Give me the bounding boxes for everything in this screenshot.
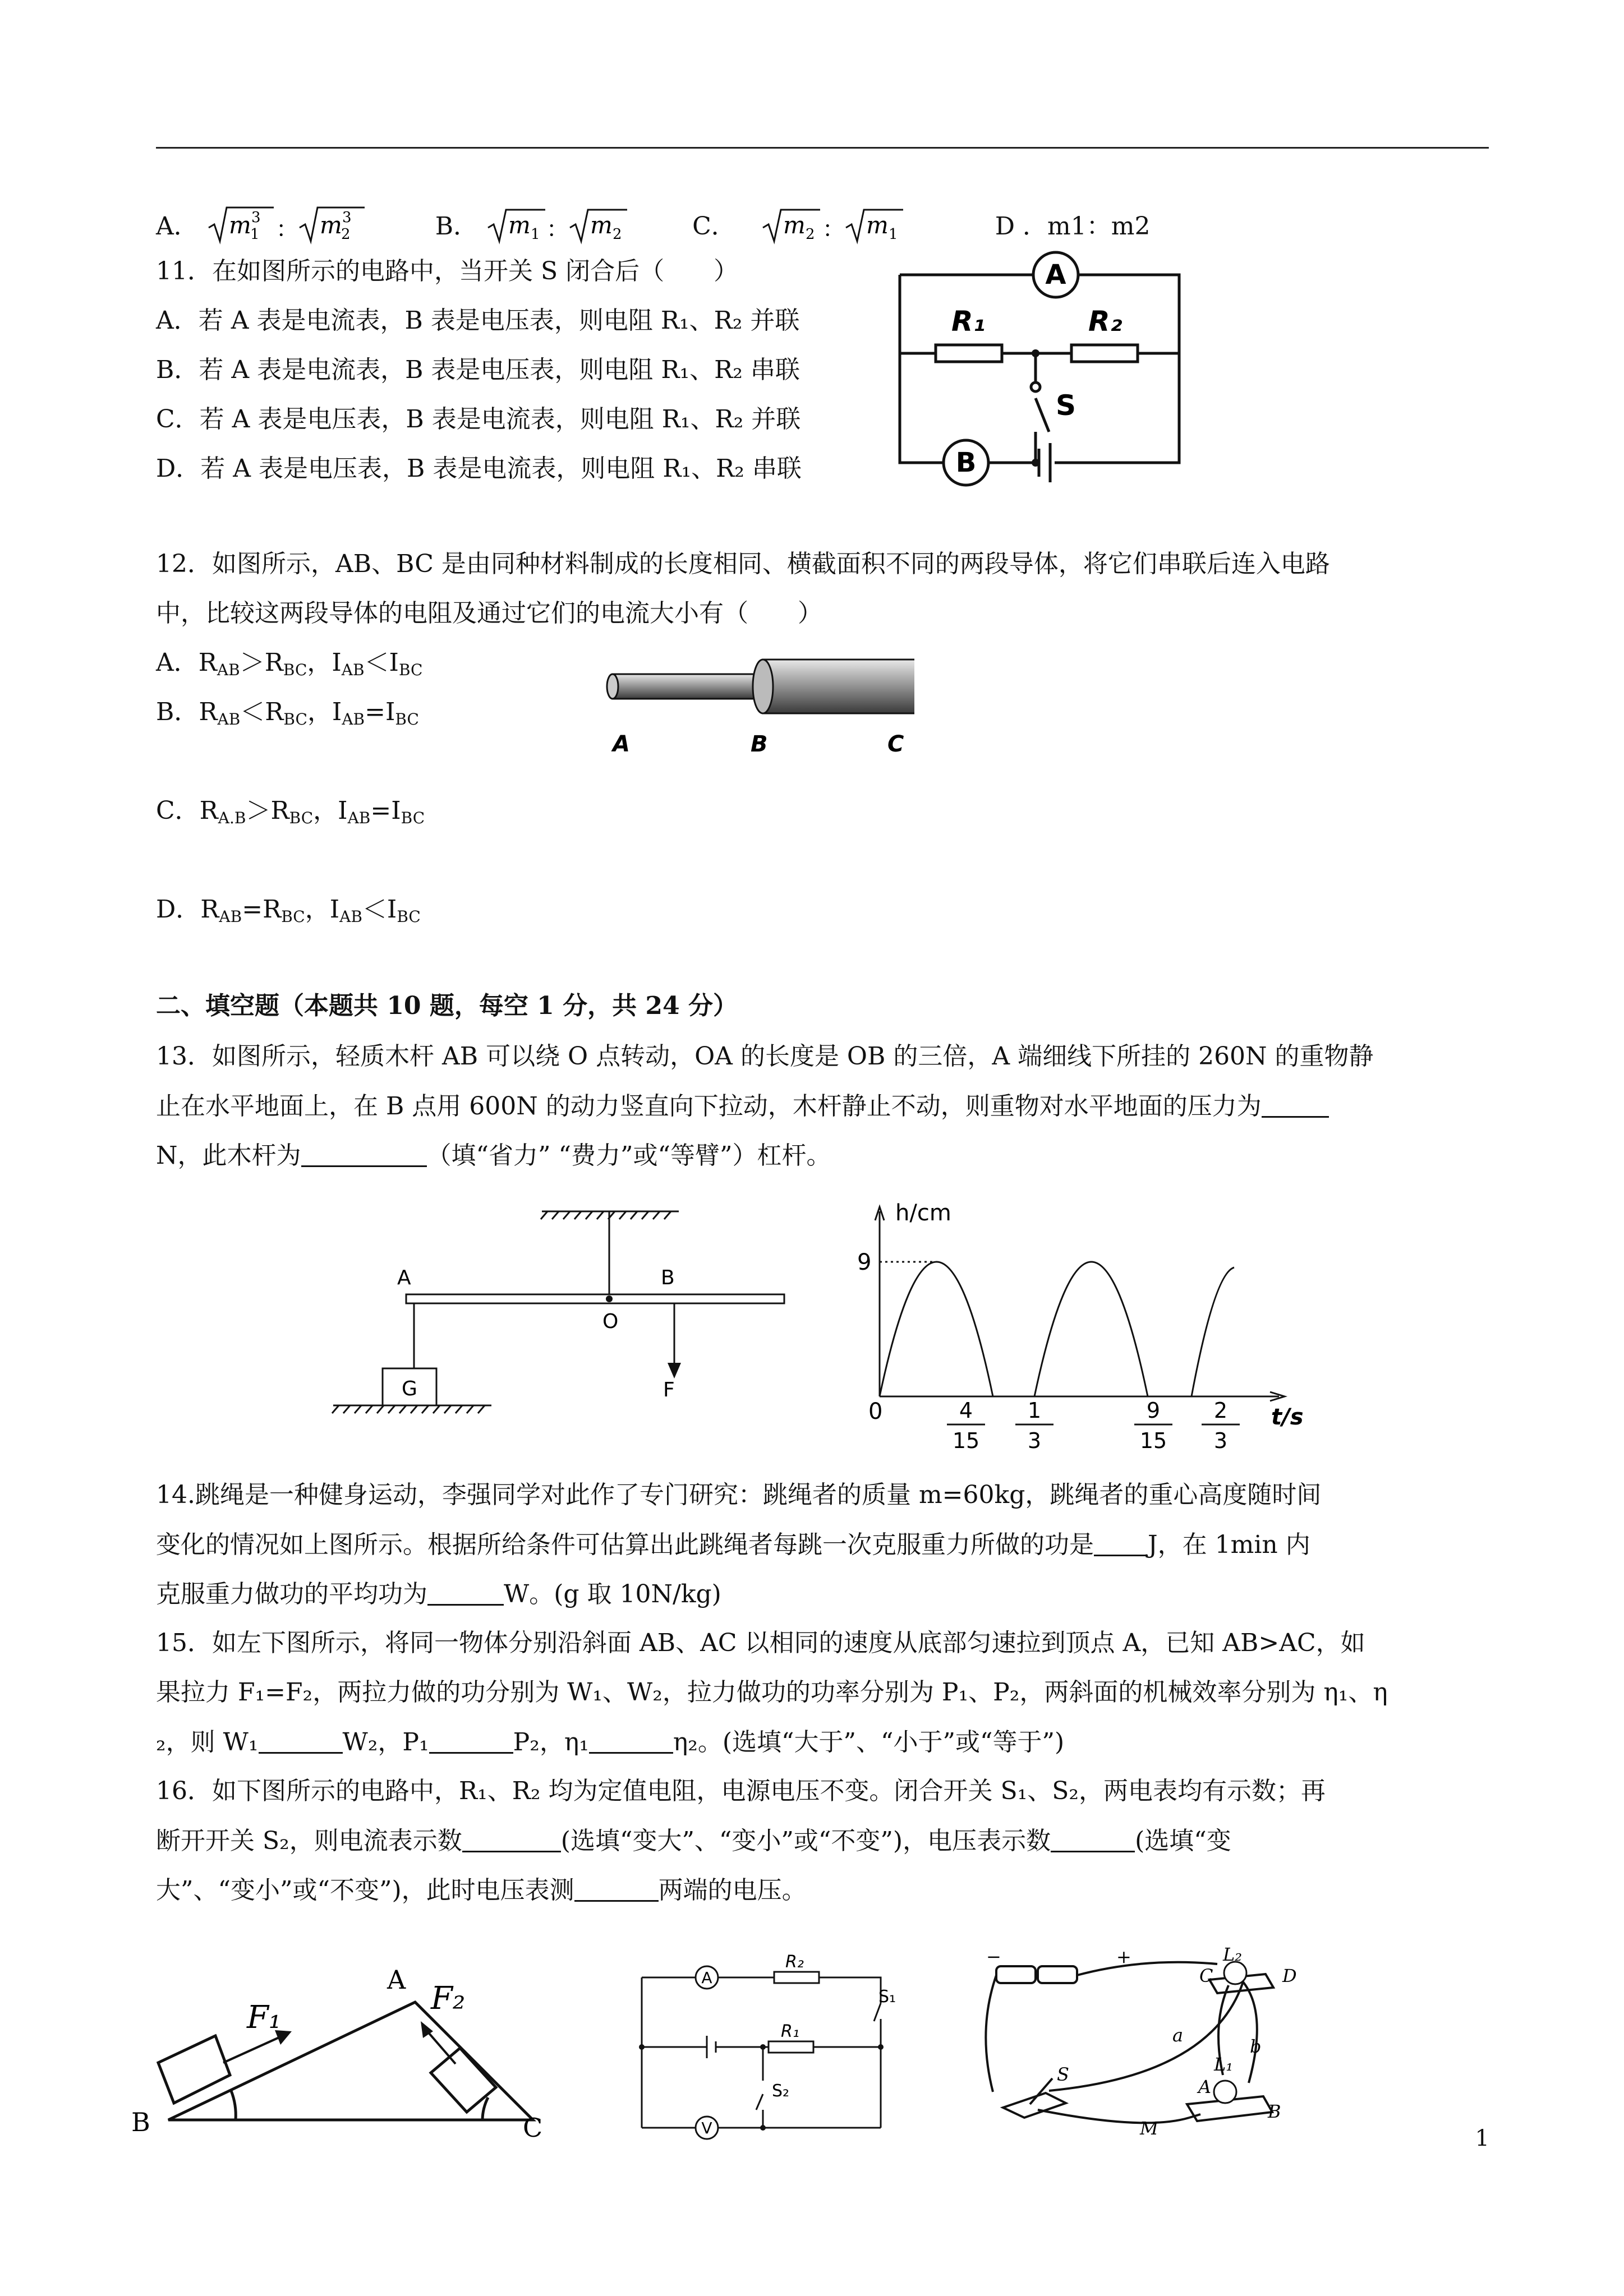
- q10-option-c-formula: [744, 202, 912, 247]
- battery-plus-label: +: [1116, 1946, 1131, 1967]
- svg-text:3: 3: [251, 209, 261, 226]
- q13-line2: [156, 1094, 1329, 1119]
- jump-height-graph: [853, 1195, 1324, 1453]
- tick-4-denominator: 3: [1213, 1428, 1228, 1453]
- ammeter-label: A: [701, 1968, 712, 1987]
- q15-line3-c: P₂，η₁: [513, 1728, 589, 1756]
- q11-option-b: B．若 A 表是电流表，B 表是电压表，则电阻 R₁、R₂ 串联: [156, 356, 800, 384]
- svg-text:1: 1: [250, 226, 260, 243]
- terminal-d-label: D: [1282, 1965, 1297, 1986]
- q15-line3-a: ₂，则 W₁: [156, 1728, 259, 1756]
- q14-line3: [156, 1582, 721, 1607]
- lever-label-f: F: [663, 1378, 675, 1401]
- point-m-label: M: [1140, 2118, 1158, 2139]
- q12-conductor-figure: [600, 651, 914, 763]
- switch-s2-label: S₂: [772, 2081, 790, 2101]
- terminal-a-label: A: [1198, 2076, 1212, 2097]
- q10-options: [156, 202, 1151, 247]
- svg-text:m: m: [228, 211, 251, 239]
- q15-blank-work[interactable]: [259, 1730, 343, 1754]
- q11-circuit-figure: [892, 247, 1195, 494]
- jump-curve-2: [1034, 1262, 1148, 1396]
- q13-line2-text: 止在水平地面上，在 B 点用 600N 的动力竖直向下拉动，木杆静止不动，则重物对水平地面的压力为: [156, 1092, 1262, 1121]
- q11-option-a: A．若 A 表是电流表，B 表是电压表，则电阻 R₁、R₂ 并联: [156, 306, 800, 335]
- q15-blank-efficiency[interactable]: [589, 1730, 673, 1754]
- q15-line3-d: η₂。(选填“大于”、“小于”或“等于”): [673, 1728, 1065, 1756]
- svg-text:m: m: [783, 211, 806, 239]
- tick-2-denominator: 3: [1027, 1428, 1042, 1453]
- q12-option-b: B．$R_{AB}<R_{BC}$，$I_{AB}=I_{BC}$: [156, 698, 419, 729]
- svg-text:2: 2: [805, 226, 815, 243]
- lever-label-a: A: [397, 1266, 411, 1289]
- q11-option-c: C．若 A 表是电压表，B 表是电流表，则电阻 R₁、R₂ 并联: [156, 405, 801, 434]
- q10-option-d: D ．m1：m2: [995, 212, 1151, 241]
- svg-text:：: ：: [546, 216, 569, 242]
- q12-option-d: D．$R_{AB}=R_{BC}$，$I_{AB}<I_{BC}$: [156, 895, 421, 926]
- section-2-heading: 二、填空题（本题共 10 题，每空 1 分，共 24 分）: [156, 992, 738, 1020]
- q16-blank-voltage[interactable]: [1051, 1828, 1135, 1852]
- q10-option-a-formula: [206, 202, 375, 247]
- lamp-l2-label: L₂: [1223, 1946, 1243, 1965]
- q15-blank-power[interactable]: [429, 1730, 513, 1754]
- q16-line2: [156, 1828, 1231, 1854]
- voltmeter-label: V: [701, 2119, 712, 2137]
- r2-label: R₂: [1088, 305, 1122, 338]
- q13-line1: 13．如图所示，轻质木杆 AB 可以绕 O 点转动，OA 的长度是 OB 的三倍，A 端细线下所挂的 260N 的重物静: [156, 1042, 1374, 1071]
- q14-blank-work[interactable]: [1094, 1532, 1148, 1556]
- tick-3-denominator: 15: [1139, 1428, 1167, 1453]
- meter-b-label: B: [955, 447, 977, 478]
- incline-label-a: A: [387, 1965, 406, 1995]
- q16-line3-a: 大”、“变小”或“不变”)，此时电压表测: [156, 1876, 574, 1905]
- force-f1-label: F₁: [247, 1999, 282, 2036]
- q12-option-c: C．$R_{A.B}>R_{BC}$，$I_{AB}=I_{BC}$: [156, 796, 425, 827]
- svg-text:1: 1: [531, 226, 540, 243]
- tick-4-numerator: 2: [1213, 1398, 1228, 1423]
- terminal-b-label: B: [1268, 2101, 1281, 2122]
- q13-blank-lever-type[interactable]: [301, 1143, 427, 1167]
- q15-line1: 15．如左下图所示，将同一物体分别沿斜面 AB、AC 以相同的速度从底部匀速拉到顶点 A，已知 AB>AC，如: [156, 1629, 1365, 1657]
- q12-option-a: A．$R_{AB}>R_{BC}$，$I_{AB}<I_{BC}$: [156, 648, 423, 679]
- q10-option-b-label: B．: [435, 212, 479, 241]
- svg-text:m: m: [590, 211, 613, 239]
- lamp-l1-label: L₁: [1214, 2054, 1234, 2075]
- r1-label: R₁: [951, 305, 986, 338]
- conductor-label-c: C: [887, 731, 904, 757]
- tick-1-denominator: 15: [952, 1428, 980, 1453]
- header-rule: [156, 147, 1489, 149]
- lamp-circuit-figure: [976, 1946, 1335, 2148]
- svg-text:2: 2: [613, 226, 622, 243]
- incline-label-b: B: [131, 2107, 150, 2137]
- q16-line1: 16．如下图所示的电路中，R₁、R₂ 均为定值电阻，电源电压不变。闭合开关 S₁、S₂，两电表均有示数；再: [156, 1777, 1326, 1805]
- q14-line2-b: J，在 1min 内: [1148, 1530, 1310, 1559]
- wire-b-label: b: [1250, 2036, 1262, 2057]
- q14-line1: 14.跳绳是一种健身运动，李强同学对此作了专门研究：跳绳者的质量 m=60kg，跳绳者的重心高度随时间: [156, 1481, 1322, 1509]
- jump-curve-3: [1191, 1267, 1234, 1396]
- q14-blank-power[interactable]: [427, 1582, 504, 1606]
- q11-stem: 11．在如图所示的电路中，当开关 S 闭合后（ ）: [156, 257, 739, 285]
- switch-s-label: S: [1057, 2064, 1069, 2085]
- q15-line3: [156, 1730, 1064, 1755]
- svg-text:m: m: [866, 211, 889, 239]
- q14-line2-a: 变化的情况如上图所示。根据所给条件可估算出此跳绳者每跳一次克服重力所做的功是: [156, 1530, 1094, 1559]
- r1-label: R₁: [781, 2022, 799, 2041]
- q14-line3-b: W。(g 取 10N/kg): [504, 1580, 721, 1608]
- q13-blank-pressure[interactable]: [1262, 1094, 1329, 1118]
- q16-line3-b: 两端的电压。: [658, 1876, 807, 1905]
- q16-blank-measured[interactable]: [574, 1878, 659, 1902]
- meter-a-label: A: [1045, 259, 1066, 291]
- svg-text:：: ：: [275, 216, 298, 242]
- lever-label-b: B: [661, 1266, 675, 1289]
- q15-incline-figure: [123, 1946, 561, 2148]
- tick-3-numerator: 9: [1146, 1398, 1161, 1423]
- q16-line3: [156, 1878, 807, 1903]
- q14-line3-a: 克服重力做功的平均功为: [156, 1580, 427, 1608]
- q16-line2-b: (选填“变大”、“变小”或“不变”)，电压表示数: [560, 1827, 1051, 1855]
- q15-line2: 果拉力 F₁=F₂，两拉力做的功分别为 W₁、W₂，拉力做功的功率分别为 P₁、P₂，两斜面的机械效率分别为 η₁、η: [156, 1678, 1388, 1707]
- r2-label: R₂: [785, 1952, 804, 1972]
- q10-option-b-formula: [486, 202, 632, 247]
- graph-peak-label: 9: [857, 1250, 872, 1275]
- q13-lever-figure: [331, 1200, 802, 1436]
- q13-line3-b: （填“省力” “费力”或“等臂”）杠杆。: [426, 1141, 831, 1170]
- svg-text:m: m: [508, 211, 531, 239]
- q14-line2: [156, 1532, 1310, 1557]
- q16-blank-current[interactable]: [462, 1828, 561, 1852]
- page-number: 1: [1475, 2126, 1489, 2151]
- svg-text:m: m: [319, 211, 342, 239]
- q16-line2-a: 断开开关 S₂，则电流表示数: [156, 1827, 462, 1855]
- terminal-c-label: C: [1199, 1965, 1213, 1986]
- incline-label-c: C: [523, 2113, 543, 2143]
- graph-y-axis-label: h/cm: [895, 1200, 951, 1226]
- conductor-label-b: B: [751, 731, 768, 757]
- force-f2-label: F₂: [431, 1980, 466, 2017]
- switch-s-label: S: [1056, 389, 1076, 422]
- graph-origin-label: 0: [868, 1399, 883, 1424]
- svg-text:1: 1: [888, 226, 898, 243]
- jump-curve-1: [880, 1262, 993, 1396]
- wire-a-label: a: [1172, 2025, 1184, 2046]
- lever-label-g: G: [402, 1377, 417, 1400]
- q13-line3-a: N，此木杆为: [156, 1141, 301, 1170]
- tick-2-numerator: 1: [1027, 1398, 1042, 1423]
- graph-x-axis-label: t/s: [1271, 1404, 1304, 1430]
- q15-line3-b: W₂，P₁: [342, 1728, 429, 1756]
- q10-option-a-label: A．: [156, 212, 199, 241]
- svg-text:2: 2: [341, 226, 351, 243]
- svg-text:：: ：: [822, 216, 845, 242]
- conductor-label-a: A: [613, 731, 630, 757]
- tick-1-numerator: 4: [959, 1398, 973, 1423]
- q16-circuit-figure: [634, 1952, 898, 2148]
- q11-option-d: D．若 A 表是电压表，B 表是电流表，则电阻 R₁、R₂ 串联: [156, 454, 802, 483]
- switch-s1-label: S₁: [878, 1987, 896, 2007]
- lever-label-o: O: [602, 1310, 619, 1333]
- svg-text:3: 3: [342, 209, 352, 226]
- q10-option-c-label: C．: [692, 212, 736, 241]
- q13-line3: [156, 1143, 831, 1168]
- battery-minus-label: −: [986, 1946, 1001, 1967]
- q12-stem-line2: 中，比较这两段导体的电阻及通过它们的电流大小有（ ）: [156, 599, 822, 628]
- q16-line2-c: (选填“变: [1135, 1827, 1231, 1855]
- q12-stem-line1: 12．如图所示，AB、BC 是由同种材料制成的长度相同、横截面积不同的两段导体，将它们串联后连入电路: [156, 550, 1330, 578]
